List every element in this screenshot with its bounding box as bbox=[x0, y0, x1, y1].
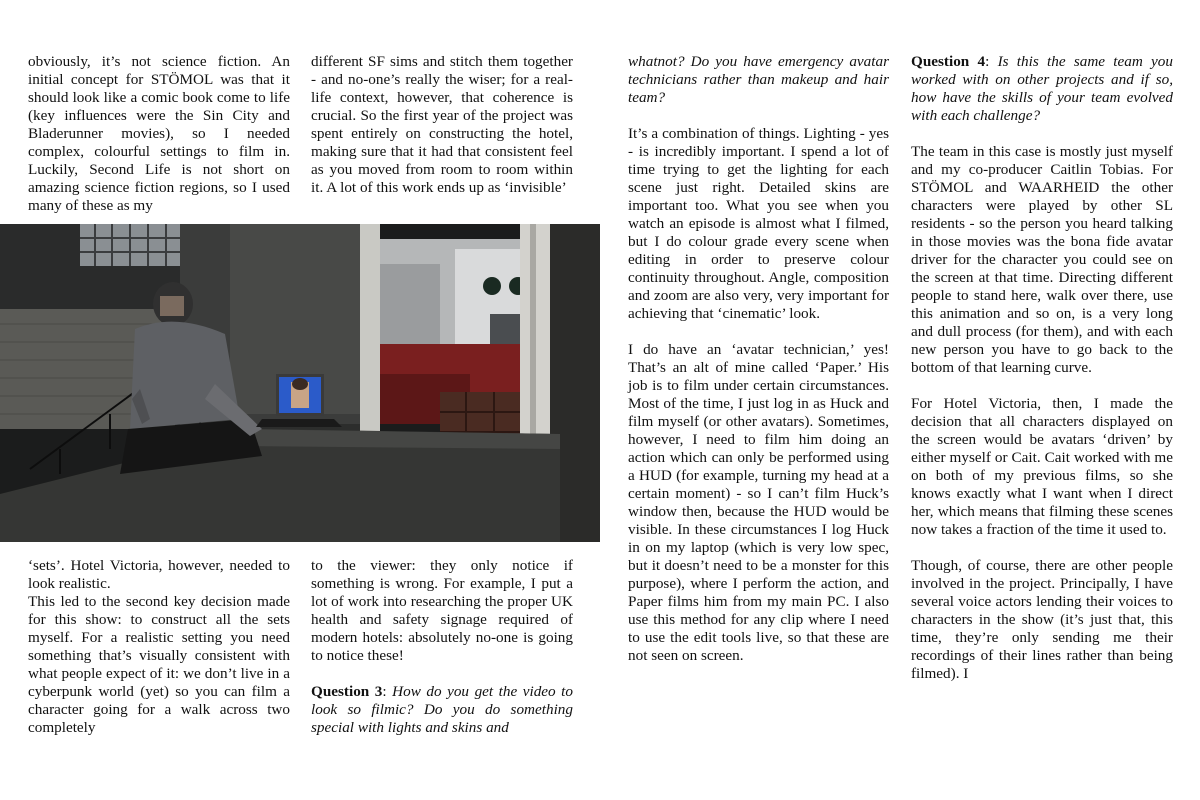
question-text: Is this the same team you worked with on other projects and if so, how have the skills of your team evolved with each challenge? bbox=[911, 53, 1173, 124]
question-text: How do you get the video to look so filmic? Do you do something special with lights and skins and bbox=[311, 683, 573, 736]
body-text: It’s a combination of things. Lighting - yes - is incredibly important. I spend a lot of time trying to get the lighting for each scene just right. Detailed skins are important too. What you see when you watch an episode is almost what I filmed, but I do colour grade every scene when editing in order to preserve colour continuity throughout. Angle, composition and zoom are also very, very important for achieving that ‘cinematic’ look. bbox=[628, 125, 889, 322]
column-1-bottom bbox=[28, 557, 290, 737]
question-3-continued: whatnot? Do you have emergency avatar technicians rather than makeup and hair team? bbox=[628, 53, 889, 106]
column-1-top bbox=[28, 53, 290, 215]
body-text: I do have an ‘avatar technician,’ yes! That’s an alt of mine called ‘Paper.’ His job is to film under certain circumstances. Most of the time, I just log in as Huck and film myself (or other avatars). Sometimes, however, I need to film him doing an action which can only be performed using a HUD (for example, turning my head at a certain moment) - so I can’t film Huck’s window then, because the HUD would be visible. In these circumstances I log Huck in on my laptop (which is very low spec, but it doesn’t need to be a monster for this purpose), where I perform the action, and Paper films him from my main PC. I also use this method for any clip where I need to use the edit tools live, so that these are not seen on screen. bbox=[628, 341, 889, 664]
body-text: to the viewer: they only notice if something is wrong. For example, I put a lot of work into researching the proper UK health and safety signage required of modern hotels: absolutely no-one is going to notice these! bbox=[311, 557, 573, 664]
question-separator: : bbox=[985, 53, 998, 70]
question-label: Question 3 bbox=[311, 683, 383, 700]
question-label: Question 4 bbox=[911, 53, 986, 70]
question-4-heading bbox=[911, 53, 1173, 125]
column-2-top bbox=[311, 53, 573, 197]
body-text: Though, of course, there are other people involved in the project. Principally, I have several voice actors lending their voices to characters in the show (it’s just that, this time, they’re only sending me their recordings of their lines rather than being filmed). I bbox=[911, 557, 1173, 682]
body-text: ‘sets’. Hotel Victoria, however, needed to look realistic. bbox=[28, 557, 290, 592]
body-text: For Hotel Victoria, then, I made the decision that all characters displayed on the screen would be avatars ‘driven’ by either myself or Cait. Cait worked with me on both of my previous films, so she knows exactly what I want when I direct her, which means that filming these scenes now takes a fraction of the time it used to. bbox=[911, 395, 1173, 538]
column-4 bbox=[911, 53, 1173, 683]
body-text: different SF sims and stitch them together - and no-one’s really the wiser; for a real-life context, however, that coherence is crucial. So the first year of the project was spent entirely on constructing the hotel, making sure that it had that consistent feel as you moved from room to room within it. A lot of this work ends up as ‘invisible’ bbox=[311, 53, 573, 196]
body-text: This led to the second key decision made for this show: to construct all the sets myself. For a realistic setting you need something that’s visually consistent with what people expect of it: we don’t live in a cyberpunk world (yet) so you can film a character going for a walk across two completely bbox=[28, 593, 290, 736]
question-separator: : bbox=[382, 683, 393, 700]
column-3 bbox=[628, 53, 889, 665]
film-still-image bbox=[0, 224, 600, 542]
body-text: The team in this case is mostly just myself and my co-producer Caitlin Tobias. For STÖMOL and WAARHEID the other characters were played by other SL residents - so the person you heard talking in those movies was the bona fide avatar driver for the character you could see on the screen at that time. Directing different people to stand here, walk over there, use this animation and so on, is a very long and dull process (for them), and with each new person you have to go back to the bottom of that learning curve. bbox=[911, 143, 1173, 376]
question-3-heading bbox=[311, 683, 573, 737]
column-2-bottom bbox=[311, 557, 573, 737]
body-text: obviously, it’s not science fiction. An initial concept for STÖMOL was that it should look like a comic book come to life (key influences were the Sin City and Bladerunner movies), so I needed complex, colourful settings to film in. Luckily, Second Life is not short on amazing science fiction regions, so I used many of these as my bbox=[28, 53, 290, 214]
